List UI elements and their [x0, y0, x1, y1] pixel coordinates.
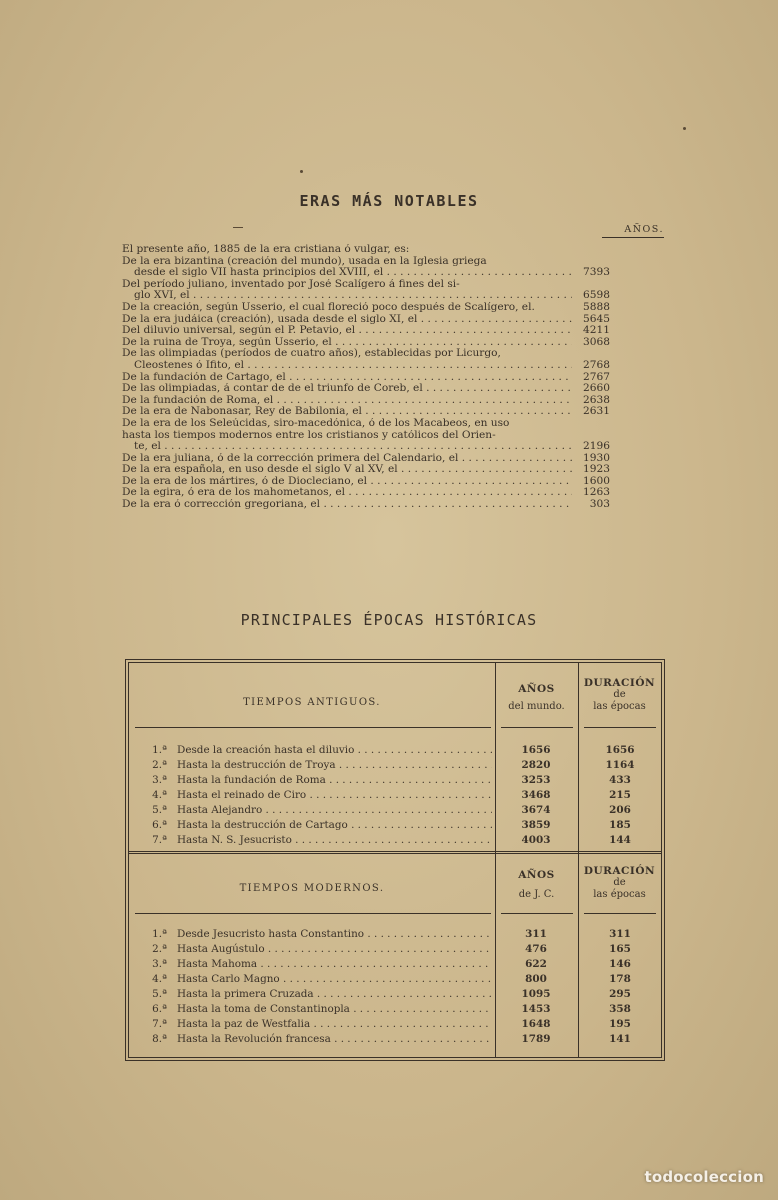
period-duration: 141	[609, 1033, 631, 1045]
ordinal: 8.ª	[152, 1033, 167, 1045]
era-text: De la creación, según Usserio, el cual floreció poco después de Scalígero, el.	[122, 301, 535, 313]
era-row	[122, 487, 610, 499]
period-description: Hasta la primera Cruzada . . .	[177, 987, 492, 1001]
period-duration: 144	[609, 834, 631, 846]
modern-years-header	[495, 869, 578, 901]
epocas-title: PRINCIPALES ÉPOCAS HISTÓRICAS	[240, 611, 538, 629]
modern-section-title: TIEMPOS MODERNOS.	[239, 883, 385, 894]
era-row	[122, 302, 610, 314]
header-underline	[584, 913, 656, 914]
era-years: 2767	[583, 370, 610, 383]
years-sublabel: de J. C.	[518, 889, 555, 900]
era-row	[122, 430, 610, 442]
era-row	[122, 406, 610, 418]
period-description: Hasta la destrucción de Troya . . .	[177, 758, 492, 772]
period-duration: 433	[609, 774, 631, 786]
period-description: Hasta Augústulo . . .	[177, 942, 492, 956]
table-row	[129, 1002, 661, 1016]
period-description: Hasta Alejandro . . .	[177, 803, 492, 817]
era-years	[572, 244, 610, 256]
period-year: 800	[525, 973, 547, 985]
table-row	[129, 773, 661, 787]
ancient-section-title: TIEMPOS ANTIGUOS.	[243, 697, 381, 708]
period-year: 1656	[521, 744, 551, 756]
period-year: 3859	[521, 819, 551, 831]
period-description: Hasta la Revolución francesa . . .	[177, 1032, 492, 1046]
era-row	[122, 464, 610, 476]
era-row	[122, 418, 610, 430]
duration-mid: de	[613, 877, 626, 888]
era-text: desde el siglo VII hasta principios del XVIII, el . . .	[134, 267, 572, 279]
period-year: 4003	[521, 834, 551, 846]
table-row	[129, 987, 661, 1001]
period-duration: 165	[609, 943, 631, 955]
era-row	[122, 290, 610, 302]
period-year: 1453	[521, 1003, 551, 1015]
era-text: El presente año, 1885 de la era cristiana ó vulgar, es:	[122, 244, 410, 255]
eras-title: ERAS MÁS NOTABLES	[299, 192, 479, 210]
era-row	[122, 279, 610, 291]
ordinal: 4.ª	[152, 789, 167, 801]
period-duration: 206	[609, 804, 631, 816]
duration-sublabel: las épocas	[593, 701, 646, 712]
epocas-table	[125, 659, 665, 1061]
ordinal: 7.ª	[152, 1018, 167, 1030]
era-years	[572, 418, 610, 430]
era-row	[122, 499, 610, 511]
ordinal: 7.ª	[152, 834, 167, 846]
era-text: De las olimpiadas (períodos de cuatro años), establecidas por Licurgo,	[122, 348, 501, 360]
era-row	[122, 360, 610, 372]
table-row	[129, 803, 661, 817]
era-text: De las olimpiadas, á contar de de el triunfo de Coreb, el . . .	[122, 383, 572, 395]
table-row	[129, 957, 661, 971]
era-years: 4211	[583, 324, 610, 337]
era-years: 2660	[583, 382, 610, 395]
era-text: De la era ó corrección gregoriana, el . . .	[122, 499, 572, 511]
modern-duration-header	[578, 865, 661, 901]
header-underline	[584, 727, 656, 728]
era-text: Del diluvio universal, según el P. Petavio, el . . .	[122, 325, 572, 337]
era-text: De la fundación de Cartago, el . . .	[122, 372, 572, 384]
era-row	[122, 441, 610, 453]
era-row	[122, 372, 610, 384]
period-year: 1789	[521, 1033, 551, 1045]
ancient-years-header	[495, 683, 578, 713]
ordinal: 5.ª	[152, 988, 167, 1000]
table-row	[129, 743, 661, 757]
ink-mark	[233, 227, 243, 228]
period-duration: 178	[609, 973, 631, 985]
ordinal: 2.ª	[152, 759, 167, 771]
ordinal: 1.ª	[152, 744, 167, 756]
header-underline	[501, 727, 573, 728]
period-year: 476	[525, 943, 547, 955]
era-text: De la era bizantina (creación del mundo), usada en la Iglesia griega	[122, 255, 487, 267]
table-row	[129, 788, 661, 802]
period-duration: 1656	[605, 744, 635, 756]
era-years: 1600	[583, 474, 610, 487]
era-text: De la era juliana, ó de la corrección primera del Calendario, el . . .	[122, 453, 572, 465]
era-text: De la ruina de Troya, según Usserio, el . . .	[122, 337, 572, 349]
ordinal: 6.ª	[152, 1003, 167, 1015]
ordinal: 1.ª	[152, 928, 167, 940]
anos-column-header: AÑOS.	[602, 224, 664, 238]
period-description: Hasta Carlo Magno . . .	[177, 972, 492, 986]
table-row	[129, 972, 661, 986]
period-description: Hasta la fundación de Roma . . .	[177, 773, 492, 787]
era-text: De la era de los Seleúcidas, siro-macedónica, ó de los Macabeos, en uso	[122, 417, 510, 429]
table-row	[129, 942, 661, 956]
ancient-duration-header	[578, 677, 661, 713]
era-row	[122, 244, 610, 256]
era-text: te, el . . .	[134, 441, 572, 453]
duration-mid: de	[613, 689, 626, 700]
table-row	[129, 818, 661, 832]
era-row	[122, 314, 610, 326]
period-duration: 358	[609, 1003, 631, 1015]
period-year: 1648	[521, 1018, 551, 1030]
period-description: Hasta la toma de Constantinopla . . .	[177, 1002, 492, 1016]
watermark-logo: todocoleccion	[644, 1168, 764, 1186]
era-text: De la egira, ó era de los mahometanos, el . . .	[122, 487, 572, 499]
era-years: 5888	[583, 300, 610, 313]
era-years: 3068	[583, 335, 610, 348]
period-description: Hasta Mahoma . . .	[177, 957, 492, 971]
period-duration: 146	[609, 958, 631, 970]
table-row	[129, 758, 661, 772]
section-divider	[129, 851, 661, 854]
table-row	[129, 927, 661, 941]
era-years: 2196	[583, 440, 610, 453]
ordinal: 3.ª	[152, 958, 167, 970]
era-years: 2631	[583, 405, 610, 418]
period-duration: 295	[609, 988, 631, 1000]
ordinal: 5.ª	[152, 804, 167, 816]
era-row	[122, 348, 610, 360]
era-text: De la fundación de Roma, el . . .	[122, 395, 572, 407]
period-description: Desde la creación hasta el diluvio . . .	[177, 743, 492, 757]
era-years: 6598	[583, 289, 610, 302]
period-year: 622	[525, 958, 547, 970]
header-underline	[135, 913, 491, 914]
duration-label: DURACIÓN	[583, 677, 656, 689]
era-text: De la era de los mártires, ó de Diocleciano, el . . .	[122, 476, 572, 488]
era-text: Cleostenes ó Ifito, el . . .	[134, 360, 572, 372]
eras-list	[122, 244, 610, 511]
era-row	[122, 256, 610, 268]
era-years: 2638	[583, 393, 610, 406]
period-description: Hasta el reinado de Ciro . . .	[177, 788, 492, 802]
header-underline	[135, 727, 491, 728]
era-row	[122, 267, 610, 279]
period-year: 3253	[521, 774, 551, 786]
ink-spot	[300, 170, 303, 173]
ordinal: 6.ª	[152, 819, 167, 831]
period-duration: 215	[609, 789, 631, 801]
period-year: 3468	[521, 789, 551, 801]
period-year: 2820	[521, 759, 551, 771]
era-years: 1263	[583, 486, 610, 499]
period-duration: 185	[609, 819, 631, 831]
era-row	[122, 453, 610, 465]
header-underline	[501, 913, 573, 914]
period-year: 311	[525, 928, 547, 940]
era-row	[122, 325, 610, 337]
era-text: De la era judáica (creación), usada desde el siglo XI, el . . .	[122, 314, 572, 326]
years-sublabel: del mundo.	[508, 701, 565, 712]
period-duration: 1164	[605, 759, 635, 771]
era-text: Del período juliano, inventado por José Scalígero á fines del si-	[122, 278, 460, 290]
table-row	[129, 1032, 661, 1046]
table-row	[129, 833, 661, 847]
duration-sublabel: las épocas	[593, 889, 646, 900]
period-description: Desde Jesucristo hasta Constantino . . .	[177, 927, 492, 941]
era-row	[122, 476, 610, 488]
era-years: 7393	[583, 266, 610, 279]
period-description: Hasta la destrucción de Cartago . . .	[177, 818, 492, 832]
period-description: Hasta N. S. Jesucristo . . .	[177, 833, 492, 847]
era-row	[122, 383, 610, 395]
era-text: glo XVI, el . . .	[134, 290, 572, 302]
years-label: AÑOS	[518, 869, 555, 881]
era-years: 2768	[583, 358, 610, 371]
table-row	[129, 1017, 661, 1031]
era-years: 5645	[583, 312, 610, 325]
era-years: 1930	[583, 451, 610, 464]
era-row	[122, 395, 610, 407]
period-description: Hasta la paz de Westfalia . . .	[177, 1017, 492, 1031]
period-duration: 311	[609, 928, 631, 940]
period-year: 3674	[521, 804, 551, 816]
ink-spot	[683, 127, 686, 130]
duration-label: DURACIÓN	[583, 865, 656, 877]
era-years: 1923	[583, 463, 610, 476]
period-year: 1095	[521, 988, 551, 1000]
era-row	[122, 337, 610, 349]
era-text: hasta los tiempos modernos entre los cristianos y católicos del Orien-	[122, 429, 496, 441]
era-text: De la era de Nabonasar, Rey de Babilonia, el . . .	[122, 406, 572, 418]
era-text: De la era española, en uso desde el siglo V al XV, el . . .	[122, 464, 572, 476]
period-duration: 195	[609, 1018, 631, 1030]
ordinal: 3.ª	[152, 774, 167, 786]
ordinal: 2.ª	[152, 943, 167, 955]
ordinal: 4.ª	[152, 973, 167, 985]
years-label: AÑOS	[518, 683, 555, 695]
era-years: 303	[589, 498, 610, 511]
